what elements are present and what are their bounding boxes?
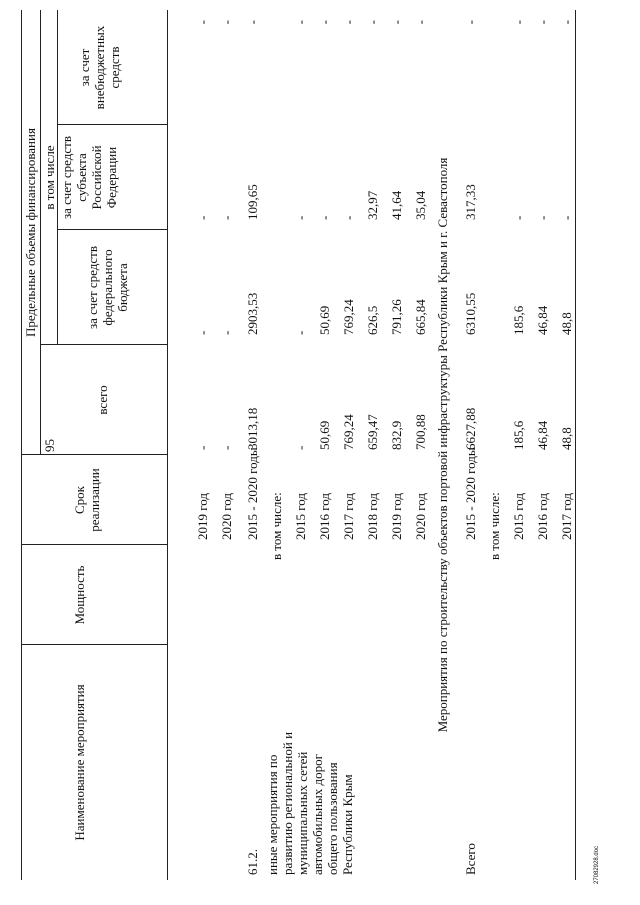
cell-regional: - (341, 215, 356, 220)
cell-federal: 769,24 (341, 299, 356, 335)
total-label: Всего (463, 843, 478, 875)
cell-period: 2017 год (559, 493, 574, 540)
cell-total: 659,47 (365, 414, 380, 450)
cell-period: 2015 год (511, 493, 526, 540)
cell-regional: - (511, 215, 526, 220)
header-federal-line: федерального (100, 249, 115, 326)
item-name-line: автомобильных дорог (310, 754, 325, 875)
table-bottom-rule (575, 10, 576, 880)
cell-total: 832,9 (389, 420, 404, 450)
item-name-line: иные мероприятия по (265, 754, 280, 875)
cell-total: 700,88 (413, 414, 428, 450)
cell-extra: - (293, 20, 308, 25)
cell-total: - (293, 445, 308, 450)
header-funding-title: Предельные объемы финансирования (23, 128, 38, 337)
header-extra-line: средств (107, 46, 122, 89)
cell-regional: 317,33 (463, 184, 478, 220)
cell-period: 2015 - 2020 годы (463, 447, 478, 540)
cell-extra: - (389, 20, 404, 25)
cell-regional: 41,64 (389, 190, 404, 220)
header-regional-line: Российской (89, 145, 104, 210)
cell-total: 769,24 (341, 414, 356, 450)
cell-period: 2020 год (413, 493, 428, 540)
header-regional-line: субъекта (74, 153, 89, 202)
cell-period: 2015 - 2020 годы (245, 447, 260, 540)
cell-regional: 109,65 (245, 184, 260, 220)
cell-total: 48,8 (559, 427, 574, 450)
cell-extra: - (317, 20, 332, 25)
cell-extra: - (341, 20, 356, 25)
cell-extra: - (511, 20, 526, 25)
cell-extra: - (219, 20, 234, 25)
cell-federal: - (195, 330, 210, 335)
cell-extra: - (365, 20, 380, 25)
cell-period: в том числе: (487, 492, 502, 560)
cell-regional: 35,04 (413, 190, 428, 220)
cell-total: - (219, 445, 234, 450)
cell-regional: - (317, 215, 332, 220)
cell-federal: 48,8 (559, 312, 574, 335)
cell-extra: - (463, 20, 478, 25)
cell-period: 2016 год (535, 493, 550, 540)
header-bottom-rule (167, 10, 168, 880)
cell-federal: 46,84 (535, 305, 550, 335)
header-federal-line: бюджета (115, 263, 130, 312)
item-name-line: развитию региональной и (280, 731, 295, 875)
cell-total: - (195, 445, 210, 450)
cell-federal: 50,69 (317, 305, 332, 335)
item-number: 61.2. (245, 849, 260, 875)
cell-period: 2016 год (317, 493, 332, 540)
header-total: всего (95, 385, 110, 415)
cell-federal: 2903,53 (245, 292, 260, 335)
header-extra (77, 10, 122, 125)
header-capacity: Мощность (72, 565, 87, 625)
section-title: Мероприятия по строительству объектов портовой инфраструктуры Республики Крым и г. Севастополя (435, 157, 450, 733)
including-rule (57, 10, 58, 345)
cell-federal: 665,84 (413, 299, 428, 335)
cell-extra: - (245, 20, 260, 25)
cell-extra: - (535, 20, 550, 25)
cell-federal: - (293, 330, 308, 335)
cell-period: в том числе: (269, 492, 284, 560)
cell-period: 2019 год (195, 493, 210, 540)
name-col-divider (21, 644, 167, 645)
cell-federal: - (219, 330, 234, 335)
header-extra-line: внебюджетных (92, 25, 107, 110)
header-regional-line: Федерации (104, 146, 119, 209)
rotated-table (15, 0, 625, 880)
cell-extra: - (559, 20, 574, 25)
cell-extra: - (413, 20, 428, 25)
cell-regional: - (559, 215, 574, 220)
cell-regional: 32,97 (365, 190, 380, 220)
item-name-line: муниципальных сетей (295, 751, 310, 875)
cell-regional: - (219, 215, 234, 220)
cell-period: 2019 год (389, 493, 404, 540)
cell-federal: 791,26 (389, 299, 404, 335)
document-id: 27082928.doc (594, 845, 600, 884)
cell-period: 2015 год (293, 493, 308, 540)
cell-period: 2020 год (219, 493, 234, 540)
header-federal-line: за счет средств (85, 246, 100, 329)
cell-extra: - (195, 20, 210, 25)
cell-period: 2017 год (341, 493, 356, 540)
cell-regional: - (293, 215, 308, 220)
cell-total: 3013,18 (245, 407, 260, 450)
cell-total: 46,84 (535, 420, 550, 450)
header-regional-line: за счет средств (59, 136, 74, 219)
item-name-line: Республики Крым (340, 774, 355, 875)
header-including: в том числе (42, 145, 57, 210)
cell-federal: 6310,55 (463, 292, 478, 335)
table-top-rule (21, 10, 22, 880)
funding-title-rule (40, 10, 41, 455)
header-regional (59, 125, 119, 230)
cell-federal: 185,6 (511, 305, 526, 335)
header-period: Срок реализации (72, 468, 102, 532)
cell-total: 185,6 (511, 420, 526, 450)
cell-regional: - (535, 215, 550, 220)
header-extra-line: за счет (77, 48, 92, 87)
header-federal (85, 230, 130, 345)
cell-total: 50,69 (317, 420, 332, 450)
cell-federal: 626,5 (365, 305, 380, 335)
header-name: Наименование мероприятия (72, 684, 87, 841)
cell-regional: - (195, 215, 210, 220)
cell-total: 6627,88 (463, 407, 478, 450)
item-name-line: общего пользования (325, 762, 340, 875)
item-name (265, 732, 355, 875)
cell-period: 2018 год (365, 493, 380, 540)
page-number: 95 (42, 439, 57, 452)
